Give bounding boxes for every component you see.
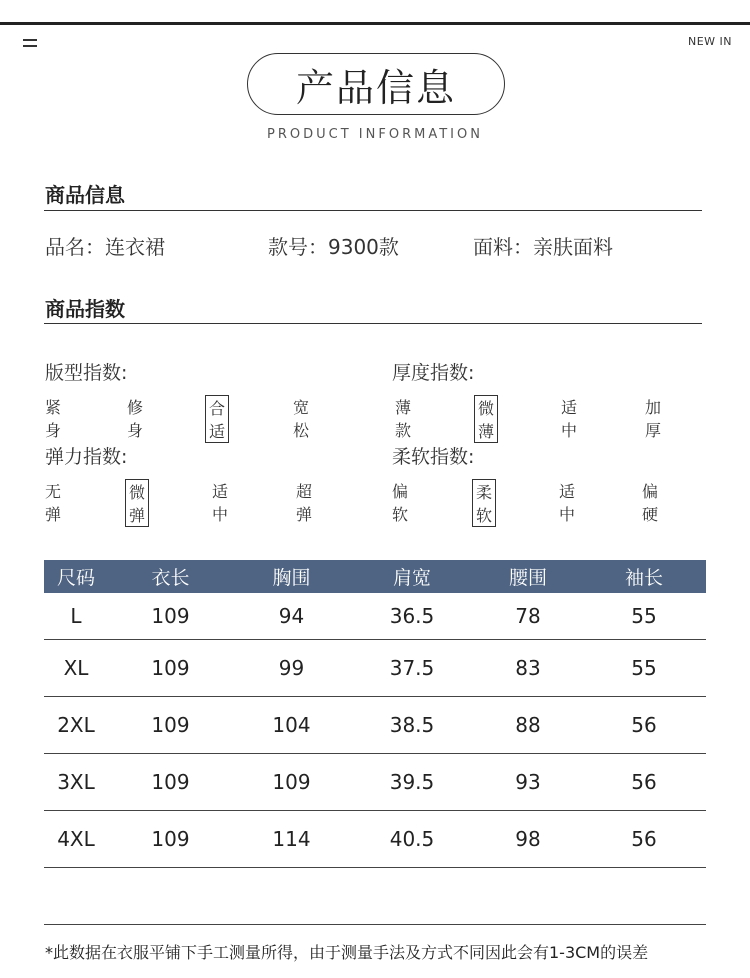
softness-option: 偏硬 <box>642 482 659 524</box>
cell: 2XL <box>44 697 108 754</box>
cell: 56 <box>582 811 706 868</box>
cell: 3XL <box>44 754 108 811</box>
cell: 39.5 <box>350 754 474 811</box>
elasticity-option: 适中 <box>212 482 229 524</box>
elasticity-option-selected: 微弹 <box>125 479 149 527</box>
cell: 4XL <box>44 811 108 868</box>
cell: 93 <box>474 754 582 811</box>
table-row <box>44 811 706 868</box>
cell: 56 <box>582 754 706 811</box>
header-sleeve: 袖长 <box>582 560 706 593</box>
size-table <box>44 560 706 868</box>
header-size: 尺码 <box>44 560 108 593</box>
style-number: 款号：9300款 <box>268 235 399 259</box>
cell: 114 <box>233 811 350 868</box>
thickness-option: 加厚 <box>645 398 662 440</box>
cell: L <box>44 593 108 640</box>
cell: 109 <box>108 593 233 640</box>
top-border <box>0 22 750 25</box>
product-info-heading: 商品信息 <box>45 183 125 207</box>
cell: 109 <box>108 697 233 754</box>
softness-option: 偏软 <box>392 482 409 524</box>
cell: 78 <box>474 593 582 640</box>
thickness-option: 薄款 <box>395 398 412 440</box>
table-row <box>44 754 706 811</box>
divider <box>44 323 702 324</box>
page-subtitle: PRODUCT INFORMATION <box>267 127 483 142</box>
cell: 94 <box>233 593 350 640</box>
product-index-heading: 商品指数 <box>45 297 125 321</box>
cell: 55 <box>582 640 706 697</box>
table-header-row <box>44 560 706 593</box>
cell: 40.5 <box>350 811 474 868</box>
cell: 56 <box>582 697 706 754</box>
softness-option: 适中 <box>559 482 576 524</box>
header-waist: 腰围 <box>474 560 582 593</box>
header-bust: 胸围 <box>233 560 350 593</box>
fit-option: 宽松 <box>293 398 310 440</box>
page-title: 产品信息 <box>247 53 505 115</box>
cell: 36.5 <box>350 593 474 640</box>
cell: 37.5 <box>350 640 474 697</box>
product-name: 品名：连衣裙 <box>45 235 165 259</box>
softness-option-selected: 柔软 <box>472 479 496 527</box>
cell: 88 <box>474 697 582 754</box>
table-row <box>44 593 706 640</box>
divider <box>44 924 706 925</box>
table-row <box>44 697 706 754</box>
thickness-index-label: 厚度指数: <box>392 362 475 384</box>
header-shoulder: 肩宽 <box>350 560 474 593</box>
fit-option: 紧身 <box>45 398 62 440</box>
cell: 38.5 <box>350 697 474 754</box>
cell: XL <box>44 640 108 697</box>
fit-option-selected: 合适 <box>205 395 229 443</box>
fit-index-label: 版型指数: <box>45 362 128 384</box>
cell: 55 <box>582 593 706 640</box>
cell: 109 <box>108 754 233 811</box>
header-length: 衣长 <box>108 560 233 593</box>
elasticity-option: 超弹 <box>296 482 313 524</box>
softness-index-label: 柔软指数: <box>392 446 475 468</box>
measurement-footnote: *此数据在衣服平铺下手工测量所得，由于测量手法及方式不同因此会有1-3CM的误差 <box>45 943 649 962</box>
thickness-option: 适中 <box>561 398 578 440</box>
cell: 98 <box>474 811 582 868</box>
divider <box>44 210 702 211</box>
cell: 104 <box>233 697 350 754</box>
elasticity-index-label: 弹力指数: <box>45 446 128 468</box>
elasticity-option: 无弹 <box>45 482 62 524</box>
cell: 109 <box>233 754 350 811</box>
table-row <box>44 640 706 697</box>
fit-option: 修身 <box>127 398 144 440</box>
cell: 109 <box>108 811 233 868</box>
fabric: 面料：亲肤面料 <box>473 235 613 259</box>
thickness-option-selected: 微薄 <box>474 395 498 443</box>
cell: 109 <box>108 640 233 697</box>
cell: 83 <box>474 640 582 697</box>
menu-icon[interactable] <box>23 39 37 51</box>
new-in-label: NEW IN <box>687 35 732 48</box>
cell: 99 <box>233 640 350 697</box>
